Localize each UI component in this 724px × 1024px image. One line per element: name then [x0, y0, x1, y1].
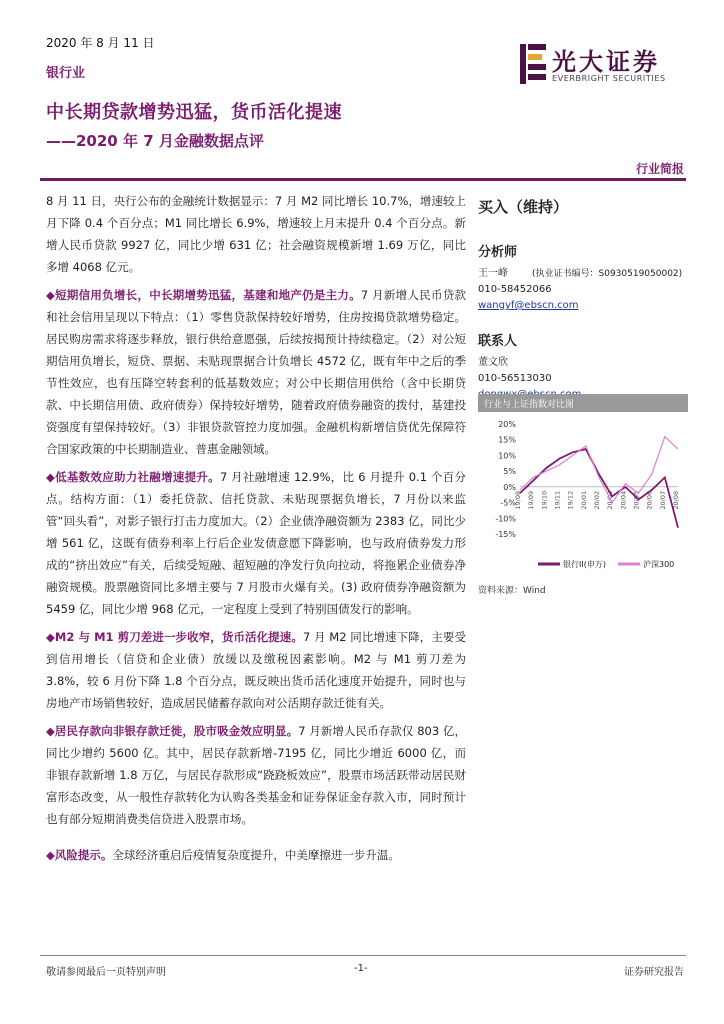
sector-label: 银行业 [46, 66, 86, 81]
series-line-1 [520, 449, 678, 528]
paragraph-social-financing [46, 466, 466, 620]
report-subtitle: ——2020 年 7 月金融数据点评 [46, 132, 264, 150]
report-date: 2020 年 8 月 11 日 [46, 36, 155, 50]
paragraph-risk [46, 844, 466, 866]
contact-heading: 联系人 [478, 334, 518, 349]
contact-phone: 010-56513030 [478, 373, 552, 384]
x-tick-label: 20/06 [645, 490, 654, 510]
page-number: -1- [354, 963, 368, 974]
paragraph-credit [46, 284, 466, 460]
analyst-name: 王一峰 [478, 268, 508, 279]
x-tick-label: 20/02 [593, 490, 601, 510]
paragraph-lead: ◆M2 与 M1 剪刀差进一步收窄，货币活化提速。 [46, 630, 303, 644]
y-tick-label: 20% [498, 420, 516, 429]
sidebar [478, 196, 688, 403]
paragraph-m2-m1 [46, 626, 466, 714]
x-tick-label: 20/01 [579, 490, 588, 510]
report-category: 证券研究报告 [624, 967, 684, 978]
x-tick-label: 19/08 [514, 490, 522, 510]
chart-plot [478, 412, 688, 576]
x-tick-label: 20/04 [619, 490, 628, 510]
analyst-email-link[interactable]: wangyf@ebscn.com [478, 300, 579, 311]
intro-paragraph: 8 月 11 日，央行公布的金融统计数据显示：7 月 M2 同比增长 10.7%，增速较上月下降 0.4 个百分点；M1 同比增长 6.9%，增速较上月末提升 0.4 个百分点。新增人民币贷款 9927 亿，同比少增 631 亿；社会融资规模新增 1.69 万亿，同比多增 4068 亿元。 [46, 194, 466, 274]
x-tick-label: 19/11 [553, 490, 562, 510]
analyst-phone: 010-58452066 [478, 284, 552, 295]
paragraph-lead: ◆居民存款向非银存款迁徙，股市吸金效应明显。 [46, 724, 299, 738]
document-type: 行业简报 [635, 162, 684, 176]
paragraph-lead: ◆低基数效应助力社融增速提升。 [46, 470, 220, 484]
paragraph-text: 7 月 M2 同比增速下降，主要受到信用增长（信贷和企业债）放缓以及缴税因素影响。M2 与 M1 剪刀差为 3.8%，较 6 月份下降 1.8 个百分点，既反映出货币活化速度开始提升，同时也与房地产市场销售较好，造成居民储蓄存款向对公活期存款迁徙有关。 [46, 630, 466, 710]
disclaimer-note: 敬请参阅最后一页特别声明 [46, 967, 166, 978]
x-tick-label: 19/09 [527, 490, 536, 510]
y-tick-label: -10% [495, 514, 516, 524]
paragraph-text: 7 月新增人民币存款仅 803 亿，同比少增约 5600 亿。其中，居民存款新增-7195 亿，同比少增近 6000 亿，而非银存款新增 1.8 万亿，与居民存款形成“跷跷板效应”，股票市场活跃带动居民财富形态改变，从一般性存款转化为认购各类基金和证券保证金存款入市，同时预计也有部分短期消费类信贷进入股票市场。 [46, 724, 467, 826]
rating-label: 买入（维持） [478, 198, 569, 216]
x-tick-label: 20/07 [658, 490, 667, 510]
paragraph-deposits [46, 720, 466, 830]
y-tick-label: -15% [495, 530, 516, 539]
y-tick-label: -5% [500, 498, 516, 508]
y-tick-label: 0% [503, 482, 516, 492]
chart-source: 资料来源：Wind [478, 586, 546, 596]
y-tick-label: 10% [498, 451, 516, 461]
logo-name-cn: 光大证券 [552, 47, 660, 76]
analyst-info [478, 266, 688, 314]
legend-label: 沪深300 [643, 560, 675, 569]
y-tick-label: 5% [503, 467, 516, 477]
logo-name-en: EVERBRIGHT SECURITIES [552, 74, 666, 83]
report-title: 中长期贷款增势迅猛，货币活化提速 [46, 102, 342, 123]
paragraph-text: 全球经济重启后疫情复杂度提升，中美摩擦进一步升温。 [112, 848, 400, 862]
everbright-logo [518, 42, 688, 86]
x-tick-label: 20/03 [606, 490, 615, 510]
x-tick-label: 20/08 [672, 490, 680, 510]
chart-title: 行业与上证指数对比图 [478, 394, 688, 412]
x-tick-label: 19/10 [540, 490, 549, 510]
footer-divider [40, 955, 686, 956]
x-tick-label: 19/12 [566, 490, 575, 510]
paragraph-text: 7 月社融增速 12.9%，比 6 月提升 0.1 个百分点。结构方面：（1）委托贷款、信托贷款、未贴现票据负增长，7 月份以来监管“回头看”，对影子银行打击力度加大。（2）企业债净融资额为 2383 亿，同比少增 561 亿，这既有债券利率上行后企业发债意愿下降影响，也与政府债券发力形成的“挤出效应”有关，后续受短融、超短融的净发行负向拉动，将拖累企业债券净融资规模。股票融资同比多增主要与 7 月股市火爆有关。(3) 政府债券净融资额为 5459 亿，同比少增 968 亿元，一定程度上受到了特别国债发行的影响。 [46, 470, 467, 616]
analyst-heading: 分析师 [478, 245, 518, 260]
paragraph-lead: ◆短期信用负增长，中长期增势迅猛，基建和地产仍是主力。 [46, 288, 361, 302]
index-comparison-chart [478, 394, 688, 576]
contact-name: 董文欣 [478, 357, 508, 368]
y-tick-label: 15% [498, 435, 516, 445]
analyst-cert: (执业证书编号：S0930519050002) [532, 269, 683, 279]
report-body [46, 190, 466, 872]
everbright-logo-mark [518, 42, 548, 86]
x-tick-label: 20/05 [632, 490, 641, 510]
paragraph-text: 7 月新增人民币贷款和社会信用呈现以下特点：（1）零售贷款保持较好增势，住房按揭贷款增势稳定。居民购房需求将逐步释放，银行供给意愿强，后续按揭预计持续稳定。（2）对公短期信用负增长，短贷、票据、未贴现票据合计负增长 4572 亿，既有年中之后的季节性效应，也有压降空转套利的低基数效应；对公中长期信用供给（含中长期贷款、中长期信用债、政府债券）保持较好增势，随着政府债券融资的拨付，基建投资强度有望保持较好。（3）非银贷款管控力度加强。金融机构新增信贷优先保障符合国家政策的中长期制造业、普惠金融领域。 [46, 288, 466, 456]
legend-label: 银行II(申万) [563, 560, 606, 569]
header-divider [40, 178, 686, 181]
paragraph-lead: ◆风险提示。 [46, 848, 113, 862]
